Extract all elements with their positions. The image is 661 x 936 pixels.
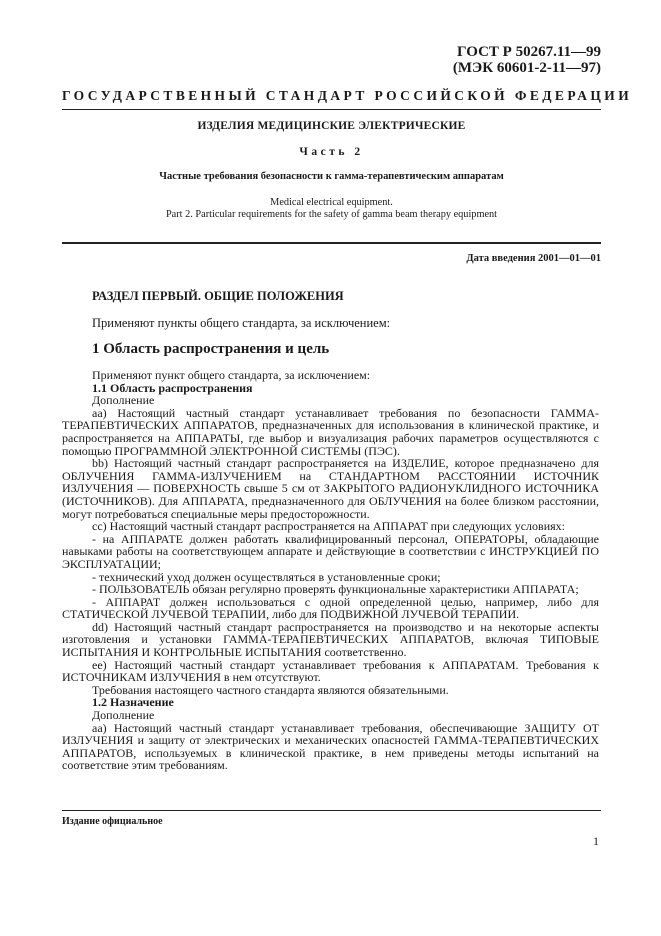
page-number: 1 [593, 834, 599, 848]
paragraph: сс) Настоящий частный стандарт распространяется на АППАРАТ при следующих условиях: [92, 519, 565, 534]
paragraph: Дополнение [92, 393, 155, 408]
list-item: - технический уход должен осуществляться в установленные сроки; [92, 569, 441, 584]
paragraph: Применяют пункт общего стандарта, за исключением: [92, 368, 371, 382]
standard-title: ИЗДЕЛИЯ МЕДИЦИНСКИЕ ЭЛЕКТРИЧЕСКИЕ [197, 120, 466, 132]
subheading: 1.2 Назначение [92, 695, 174, 710]
gov-standard-heading: ГОСУДАРСТВЕННЫЙ СТАНДАРТ РОССИЙСКОЙ ФЕДЕРАЦИИ [62, 88, 633, 103]
document-code-block [453, 44, 601, 76]
title-rule [62, 242, 601, 244]
body-text [62, 369, 599, 772]
list-item: - ПОЛЬЗОВАТЕЛЬ обязан регулярно проверять функциональные характеристики АППАРАТА; [92, 582, 579, 597]
paragraph: аа) Настоящий частный стандарт устанавливает требования по безопасности ГАММА-ТЕРАПЕВТИЧЕСКИХ АППАРАТОВ, предназначенных для использования в клинической практике, и распространяется на АППАРАТЫ, где выбор и визуализация рабочих параметров осуществляются с помощью ПРОГРАММНОЙ ЭЛЕКТРОННОЙ СИСТЕМЫ (ПЭС). [62, 405, 599, 458]
paragraph: аа) Настоящий частный стандарт устанавливает требования, обеспечивающие ЗАЩИТУ ОТ ИЗЛУЧЕНИЯ и защиту от электрических и механических опасностей ГАММА-ТЕРАПЕВТИЧЕСКИХ АППАРАТОВ, используемых в клинической практике, в нем приведены методы испытаний на соответствие этим требованиям. [62, 720, 599, 773]
gost-code: ГОСТ Р 50267.11—99 [457, 44, 601, 60]
heading-scope: 1 Область распространения и цель [92, 341, 330, 357]
list-item: - АППАРАТ должен использоваться с одной определенной целью, например, либо для СТАТИЧЕСКОЙ ЛУЧЕВОЙ ТЕРАПИИ, либо для ПОДВИЖНОЙ ЛУЧЕВОЙ ТЕРАПИИ. [62, 594, 599, 622]
edition-label: Издание официальное [62, 816, 163, 827]
part-label: Часть 2 [299, 146, 364, 158]
english-title-line1: Medical electrical equipment. [270, 197, 393, 208]
paragraph: ее) Настоящий частный стандарт устанавливает требования к АППАРАТАМ. Требования к ИСТОЧНИКАМ ИЗЛУЧЕНИЯ в нем отсутствуют. [62, 657, 599, 685]
header-rule [62, 109, 601, 110]
paragraph: Дополнение [92, 708, 155, 723]
list-item: - на АППАРАТЕ должен работать квалифицированный персонал, ОПЕРАТОРЫ, обладающие навыками работы на соответствующем аппарате и действующие в соответствии с ИНСТРУКЦИЕЙ ПО ЭКСПЛУАТАЦИИ; [62, 531, 599, 571]
paragraph: Требования настоящего частного стандарта являются обязательными. [92, 682, 449, 697]
paragraph: dd) Настоящий частный стандарт распространяется на производство и на некоторые аспекты изготовления и установки ГАММА-ТЕРАПЕВТИЧЕСКИХ АППАРАТОВ, включая ТИПОВЫЕ ИСПЫТАНИЯ И КОНТРОЛЬНЫЕ ИСПЫТАНИЯ соответственно. [62, 619, 599, 660]
iec-code: (МЭК 60601-2-11—97) [452, 60, 601, 76]
date-of-introduction: Дата введения 2001—01—01 [466, 253, 601, 264]
standard-subtitle: Частные требования безопасности к гамма-терапевтическим аппаратам [159, 171, 504, 182]
subheading: 1.1 Область распространения [92, 380, 253, 395]
footer-rule [62, 810, 601, 811]
section-intro: Применяют пункты общего стандарта, за исключением: [92, 316, 391, 330]
english-title [62, 197, 601, 221]
section-title: РАЗДЕЛ ПЕРВЫЙ. ОБЩИЕ ПОЛОЖЕНИЯ [92, 289, 344, 303]
english-title-line2: Part 2. Particular requirements for the safety of gamma beam therapy equipment [165, 209, 498, 220]
paragraph: bb) Настоящий частный стандарт распространяется на ИЗДЕЛИЕ, которое предназначено для ОБЛУЧЕНИЯ ГАММА-ИЗЛУЧЕНИЕМ на СТАНДАРТНОМ РАССТОЯНИИ ИСТОЧНИК ИЗЛУЧЕНИЯ — ПОВЕРХНОСТЬ свыше 5 см от ЗАКРЫТОГО РАДИОНУКЛИДНОГО ИСТОЧНИКА (ИСТОЧНИКОВ). Для АППАРАТА, предназначенного для ОБЛУЧЕНИЯ на более близком расстоянии, могут потребоваться специальные меры предосторожности. [62, 456, 599, 521]
